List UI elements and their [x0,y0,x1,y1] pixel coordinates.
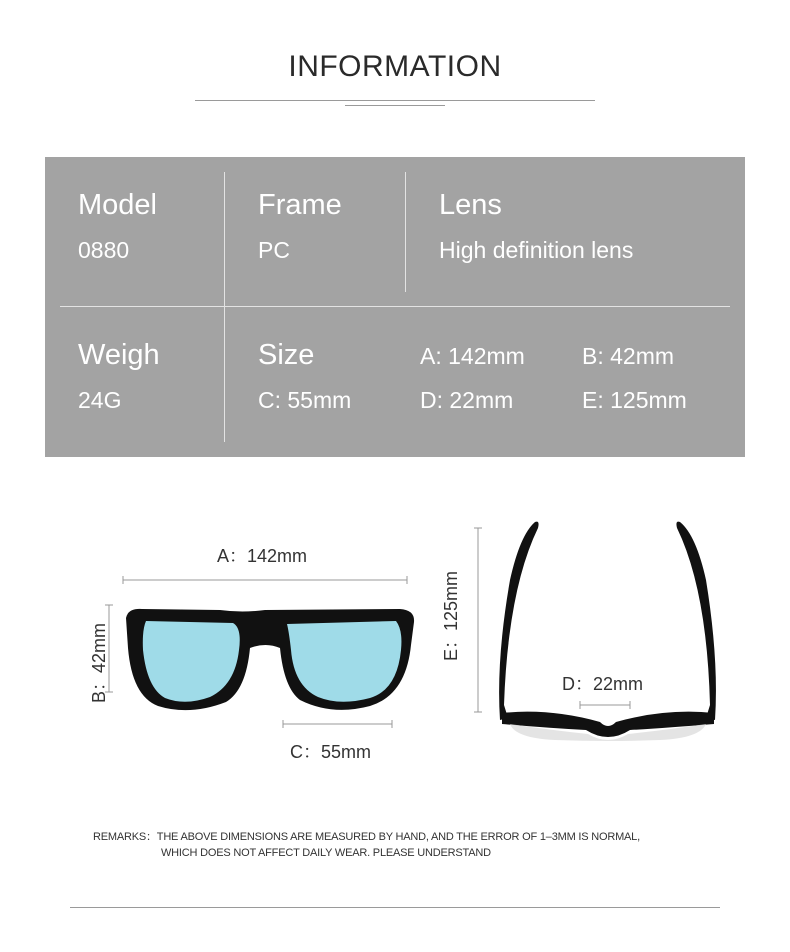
dimension-a-label: A：142mm [217,546,308,566]
right-temple [676,522,716,720]
dimension-e-label: E：125mm [441,570,462,662]
size-b-value: B: 42mm [582,343,675,369]
panel-divider-vertical-short [405,172,406,292]
page-title: INFORMATION [288,50,502,83]
lens-label: Lens [439,189,502,221]
bottom-divider [70,907,720,908]
panel-divider-vertical [224,172,225,442]
dimension-c-label: C：55mm [290,742,372,762]
dimension-d-label: D：22mm [562,674,644,694]
model-value: 0880 [78,237,130,263]
frame-value: PC [258,237,290,263]
size-e-value: E: 125mm [582,387,687,413]
size-a-value: A: 142mm [420,343,525,369]
top-view-glasses-svg [430,510,730,780]
remarks-line-1: REMARKS：THE ABOVE DIMENSIONS ARE MEASURED BY HAND, AND THE ERROR OF 1–3MM IS NORMAL, [93,831,640,843]
top-view-diagram [430,510,730,780]
remarks-line-2: WHICH DOES NOT AFFECT DAILY WEAR. PLEASE UNDERSTAND [161,847,491,859]
weight-value: 24G [78,387,122,413]
left-temple [499,522,538,720]
size-c-value: C: 55mm [258,387,352,413]
panel-divider-horizontal [60,306,730,307]
dimension-b-label: B：42mm [89,622,110,704]
title-divider-short [345,105,445,106]
lens-value: High definition lens [439,237,634,263]
model-label: Model [78,189,157,221]
specs-panel [45,157,745,457]
weight-label: Weigh [78,339,160,371]
front-view-diagram [70,520,430,780]
front-view-glasses-svg [70,520,430,780]
size-label: Size [258,339,315,371]
frame-label: Frame [258,189,342,221]
remarks-note [93,829,640,861]
size-d-value: D: 22mm [420,387,514,413]
title-divider [195,100,595,101]
